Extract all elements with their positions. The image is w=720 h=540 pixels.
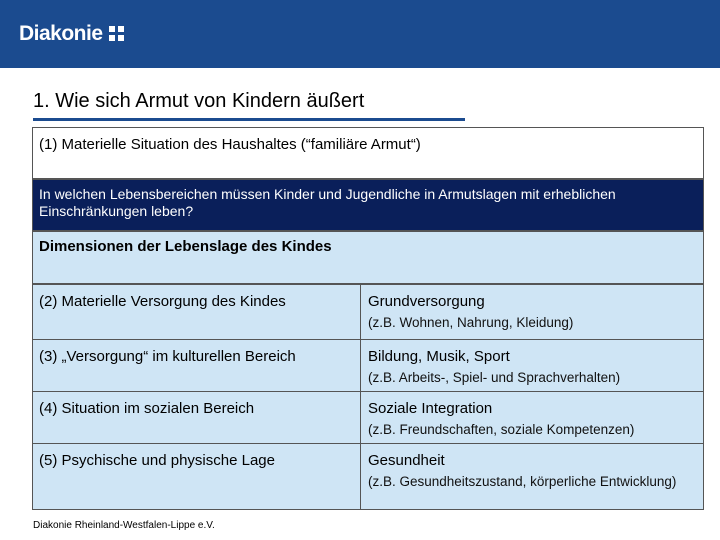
row-left-cell: (5) Psychische und physische Lage — [33, 444, 361, 509]
row-left-cell: (3) „Versorgung“ im kulturellen Bereich — [33, 340, 361, 391]
row-right-subtitle: (z.B. Arbeits-, Spiel- und Sprachverhalten) — [368, 370, 621, 385]
row-right-subtitle: (z.B. Freundschaften, soziale Kompetenzen) — [368, 422, 635, 437]
row-right-subtitle: (z.B. Wohnen, Nahrung, Kleidung) — [368, 315, 574, 330]
row-right-cell — [361, 444, 703, 509]
row-right-cell — [361, 392, 703, 443]
row-left-cell: (4) Situation im sozialen Bereich — [33, 392, 361, 443]
row-right-title: Soziale Integration — [368, 400, 493, 417]
situation-box: (1) Materielle Situation des Haushaltes (“familiäre Armut“) — [32, 127, 704, 179]
row-left-cell: (2) Materielle Versorgung des Kindes — [33, 285, 361, 339]
question-box: In welchen Lebensbereichen müssen Kinder und Jugendliche in Armutslagen mit erheblichen Einschränkungen leben? — [32, 179, 704, 231]
row-right-subtitle: (z.B. Gesundheitszustand, körperliche Entwicklung) — [368, 474, 677, 489]
table-row — [32, 444, 704, 510]
slide-title: 1. Wie sich Armut von Kindern äußert — [33, 90, 365, 112]
row-right-cell — [361, 285, 703, 339]
dimensions-header: Dimensionen der Lebenslage des Kindes — [32, 231, 704, 284]
table-row — [32, 392, 704, 444]
row-right-title: Bildung, Musik, Sport — [368, 348, 510, 365]
row-right-title: Grundversorgung — [368, 293, 485, 310]
table-row — [32, 340, 704, 392]
logo-text: Diakonie — [19, 22, 103, 45]
title-underline — [33, 118, 465, 121]
footer-text: Diakonie Rheinland-Westfalen-Lippe e.V. — [33, 520, 215, 531]
diakonie-logo — [19, 22, 125, 46]
table-row — [32, 284, 704, 340]
diakonie-cross-icon — [109, 26, 125, 42]
header-bar — [0, 0, 720, 68]
row-right-title: Gesundheit — [368, 452, 445, 469]
row-right-cell — [361, 340, 703, 391]
